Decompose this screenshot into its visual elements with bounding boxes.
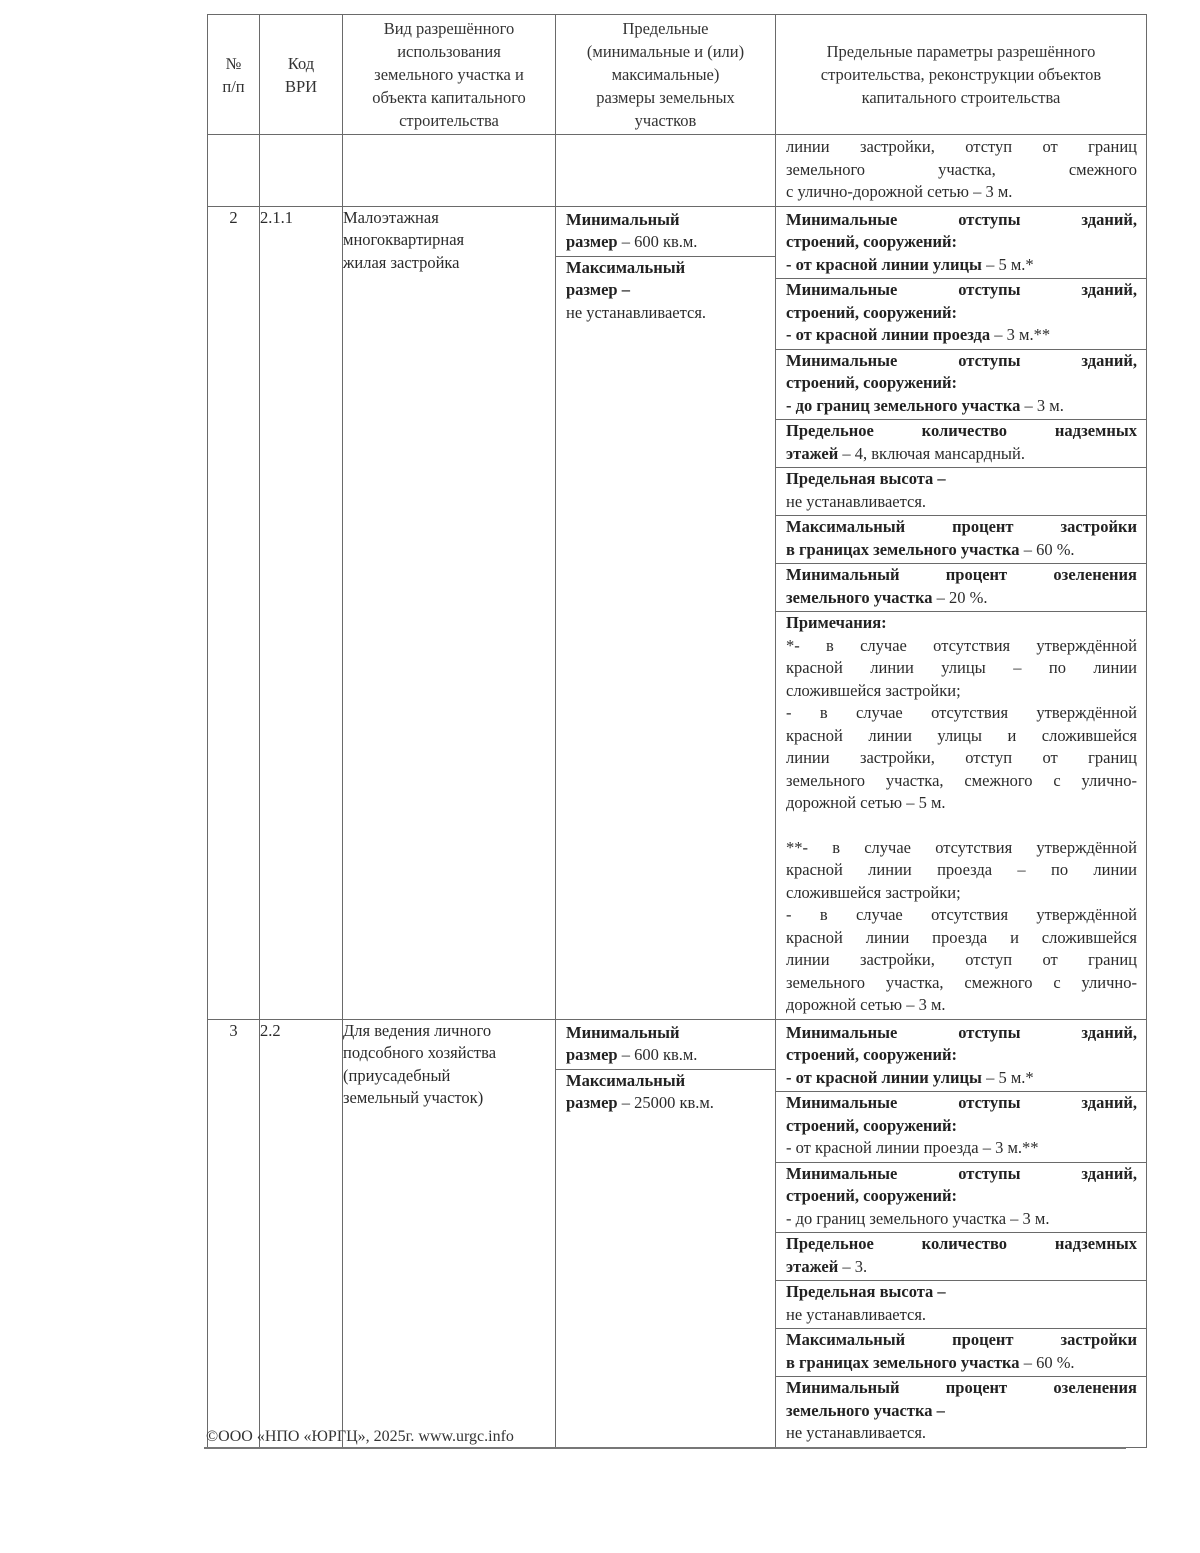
row3-param-red-line-passage: Минимальные отступы зданий, строений, сооружений: - от красной линии проезда – 3 м.**	[776, 1092, 1146, 1163]
header-use-type: Вид разрешённого использования земельного участка и объекта капитального строительства	[343, 15, 556, 135]
row3-param-plot-boundary: Минимальные отступы зданий, строений, сооружений: - до границ земельного участка – 3 м.	[776, 1163, 1146, 1234]
continuation-params: линии застройки, отступ от границ земельного участка, смежного с улично-дорожной сетью – 3 м.	[776, 135, 1147, 207]
header-plot-sizes: Предельные (минимальные и (или) максимальные) размеры земельных участков	[556, 15, 776, 135]
header-code: Код ВРИ	[260, 15, 343, 135]
row2-min-size: Минимальный размер – 600 кв.м.	[556, 207, 775, 257]
continuation-num	[208, 135, 260, 207]
table-row-2	[208, 206, 1147, 1019]
row2-notes: Примечания: *- в случае отсутствия утверждённой красной линии улицы – по линии сложившейся застройки; - в случае отсутствия утверждённой красной линии улицы и сложившейся линии застройки, отступ от границ земельного участка, смежного с улично- дорожной сетью – 5 м. **- в случае отсутствия утверждённой красной линии проезда – по линии сложившейся застройки; - в случае отсутствия утверждённой красной линии проезда и сложившейся линии застройки, отступ от границ земельного участка, смежного с улично- дорожной сетью – 3 м.	[786, 613, 1137, 1014]
row3-max-size: Максимальный размер – 25000 кв.м.	[566, 1070, 714, 1112]
continuation-code	[260, 135, 343, 207]
regulations-table	[207, 14, 1147, 1448]
header-number: № п/п	[208, 15, 260, 135]
row3-param-green-percent: Минимальный процент озеленения земельного участка – не устанавливается.	[786, 1378, 1137, 1442]
continuation-name	[343, 135, 556, 207]
row2-parameters	[776, 206, 1147, 1019]
continuation-row	[208, 135, 1147, 207]
table-header-row	[208, 15, 1147, 135]
footer-copyright: ©ООО «НПО «ЮРГЦ», 2025г. www.urgc.info	[206, 1428, 514, 1445]
row3-param-floors: Предельное количество надземных этажей – 3.	[776, 1233, 1146, 1281]
row3-parameters	[776, 1019, 1147, 1447]
row2-plot-sizes	[556, 206, 776, 1019]
row3-number: 3	[208, 1019, 260, 1447]
row2-param-red-line-passage: Минимальные отступы зданий, строений, сооружений: - от красной линии проезда – 3 м.**	[776, 279, 1146, 350]
row2-max-size: Максимальный размер – не устанавливается.	[566, 257, 707, 322]
row3-use-type: Для ведения личного подсобного хозяйства (приусадебный земельный участок)	[343, 1019, 556, 1447]
row2-code: 2.1.1	[260, 206, 343, 1019]
table-row-3	[208, 1019, 1147, 1447]
row2-param-plot-boundary: Минимальные отступы зданий, строений, сооружений: - до границ земельного участка – 3 м.	[776, 350, 1146, 421]
row2-param-floors: Предельное количество надземных этажей – 4, включая мансардный.	[776, 420, 1146, 468]
notes-title: Примечания:	[786, 613, 887, 632]
row2-param-build-percent: Максимальный процент застройки в границах земельного участка – 60 %.	[776, 516, 1146, 564]
row3-plot-sizes	[556, 1019, 776, 1447]
continuation-sizes	[556, 135, 776, 207]
row2-param-red-line-street: Минимальные отступы зданий, строений, сооружений: - от красной линии улицы – 5 м.*	[776, 207, 1146, 280]
row3-param-build-percent: Максимальный процент застройки в границах земельного участка – 60 %.	[776, 1329, 1146, 1377]
row2-use-type: Малоэтажная многоквартирная жилая застройка	[343, 206, 556, 1019]
row2-param-height: Предельная высота – не устанавливается.	[776, 468, 1146, 516]
row3-min-size: Минимальный размер – 600 кв.м.	[556, 1020, 775, 1070]
header-parameters: Предельные параметры разрешённого строительства, реконструкции объектов капитального строительства	[776, 15, 1147, 135]
footer-divider	[204, 1447, 1126, 1449]
row2-number: 2	[208, 206, 260, 1019]
row3-param-height: Предельная высота – не устанавливается.	[776, 1281, 1146, 1329]
row3-param-red-line-street: Минимальные отступы зданий, строений, сооружений: - от красной линии улицы – 5 м.*	[776, 1020, 1146, 1093]
row3-code: 2.2	[260, 1019, 343, 1447]
row2-param-green-percent: Минимальный процент озеленения земельного участка – 20 %.	[776, 564, 1146, 612]
